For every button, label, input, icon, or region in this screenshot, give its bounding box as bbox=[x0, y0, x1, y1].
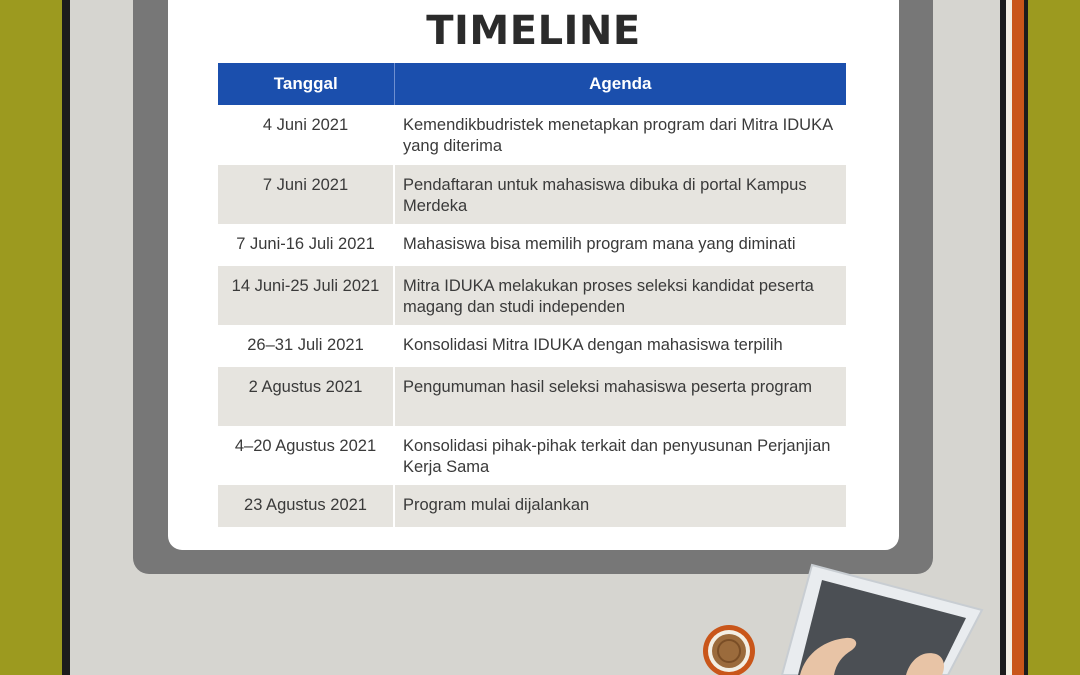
agenda-cell: Mahasiswa bisa memilih program mana yang diminati bbox=[394, 224, 846, 266]
agenda-cell: Program mulai dijalankan bbox=[394, 485, 846, 527]
agenda-cell: Konsolidasi pihak-pihak terkait dan penyusunan Perjanjian Kerja Sama bbox=[394, 426, 846, 485]
date-cell: 2 Agustus 2021 bbox=[218, 367, 394, 426]
page-title: TIMELINE bbox=[426, 8, 641, 54]
date-cell: 26–31 Juli 2021 bbox=[218, 325, 394, 367]
date-cell: 4 Juni 2021 bbox=[218, 105, 394, 165]
date-cell: 7 Juni-16 Juli 2021 bbox=[218, 224, 394, 266]
coffee-cup-icon bbox=[703, 625, 755, 675]
column-header-agenda: Agenda bbox=[394, 63, 846, 105]
date-cell: 4–20 Agustus 2021 bbox=[218, 426, 394, 485]
agenda-cell: Mitra IDUKA melakukan proses seleksi kandidat peserta magang dan studi independen bbox=[394, 266, 846, 325]
date-cell: 14 Juni-25 Juli 2021 bbox=[218, 266, 394, 325]
date-cell: 7 Juni 2021 bbox=[218, 165, 394, 224]
agenda-cell: Pengumuman hasil seleksi mahasiswa peserta program bbox=[394, 367, 846, 426]
column-header-tanggal: Tanggal bbox=[218, 63, 394, 105]
agenda-cell: Kemendikbudristek menetapkan program dari Mitra IDUKA yang diterima bbox=[394, 105, 846, 165]
agenda-cell: Pendaftaran untuk mahasiswa dibuka di portal Kampus Merdeka bbox=[394, 165, 846, 224]
date-cell: 23 Agustus 2021 bbox=[218, 485, 394, 527]
agenda-cell: Konsolidasi Mitra IDUKA dengan mahasiswa terpilih bbox=[394, 325, 846, 367]
